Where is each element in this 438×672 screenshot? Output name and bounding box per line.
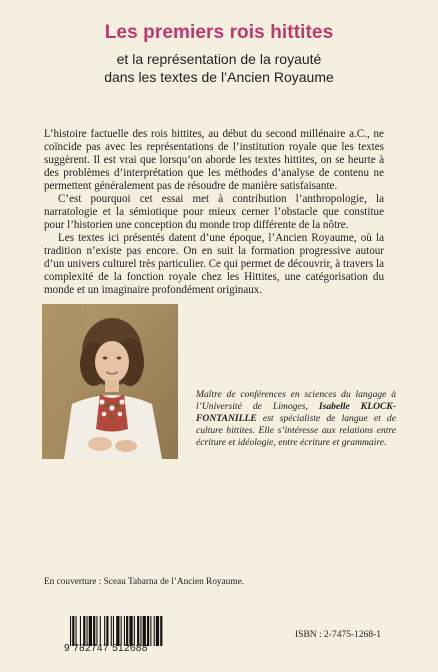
barcode-bar [143, 616, 146, 646]
bio-intro: Maître de conférences en sciences du langage à l’Université de Limoges, [196, 389, 396, 412]
barcode [70, 616, 198, 646]
barcode-bar [70, 616, 71, 646]
barcode-bar [129, 616, 132, 646]
barcode-bar [89, 616, 92, 646]
barcode-bar [137, 616, 139, 646]
barcode-bar [150, 616, 151, 646]
barcode-bar [126, 616, 128, 646]
barcode-bar [116, 616, 119, 646]
barcode-bar [83, 616, 85, 646]
barcode-bar [113, 616, 114, 646]
barcode-bar [156, 616, 159, 646]
barcode-bar [93, 616, 95, 646]
blurb [44, 128, 384, 297]
barcode-bar [87, 616, 88, 646]
barcode-bar [147, 616, 149, 646]
barcode-bar [134, 616, 135, 646]
cover-credit: En couverture : Sceau Tabarna de l’Ancien Royaume. [44, 577, 245, 587]
author-photo [42, 304, 178, 459]
barcode-bar [104, 616, 105, 646]
barcode-bar [121, 616, 122, 646]
subtitle-line-1: et la représentation de la royauté [116, 51, 322, 67]
author-portrait-image [42, 304, 178, 459]
book-title: Les premiers rois hittites [104, 22, 334, 43]
barcode-bar [100, 616, 101, 646]
barcode-bar [111, 616, 112, 646]
barcode-bar [96, 616, 97, 646]
blurb-paragraph-3: Les textes ici présentés datent d’une époque, l’Ancien Royaume, où la tradition n’existe pas encore. On en suit la formation progressive autour d’un univers culturel très particulier. Ce qui permet de découvrir, à travers la complexité de la fonction royale chez les Hittites, une catégorisation du monde et un imaginaire profondément originaux. [44, 232, 384, 296]
blurb-paragraph-1: L’histoire factuelle des rois hittites, au début du second millénaire a.C., ne coïncide pas avec les représentations de l’institution royale que les textes suggèrent. Il est vrai que lorsqu’on aborde les textes hittites, on se heurte à des problèmes d’interprétation que les méthodes d’analyse de contenu ne permettent généralement pas de résoudre de manière satisfaisante. [44, 128, 384, 192]
barcode-bar [124, 616, 125, 646]
barcode-bar [140, 616, 141, 646]
barcode-bar [76, 616, 77, 646]
barcode-bar [106, 616, 108, 646]
bio-rest: est spécialiste de langue et de culture hittites. Elle s’intéresse aux relations entre écriture et idéologie, entre écriture et grammaire. [196, 413, 396, 448]
subtitle-line-2: dans les textes de l’Ancien Royaume [104, 69, 334, 85]
author-bio [196, 389, 396, 449]
barcode-bar [80, 616, 81, 646]
barcode-bar [154, 616, 155, 646]
blurb-paragraph-2: C’est pourquoi cet essai met à contribution l’anthropologie, la narratologie et la sémiotique pour mieux cerner l’obstacle que constitue pour l’historien une conception du monde trop différente de la nôtre. [44, 193, 384, 231]
barcode-digits: 9 782747 512688 [64, 643, 148, 654]
isbn: ISBN : 2-7475-1268-1 [295, 630, 382, 640]
barcode-bar [72, 616, 74, 646]
barcode-bar [160, 616, 162, 646]
author-name: Isabelle KLOCK-FONTANILLE [196, 401, 396, 424]
